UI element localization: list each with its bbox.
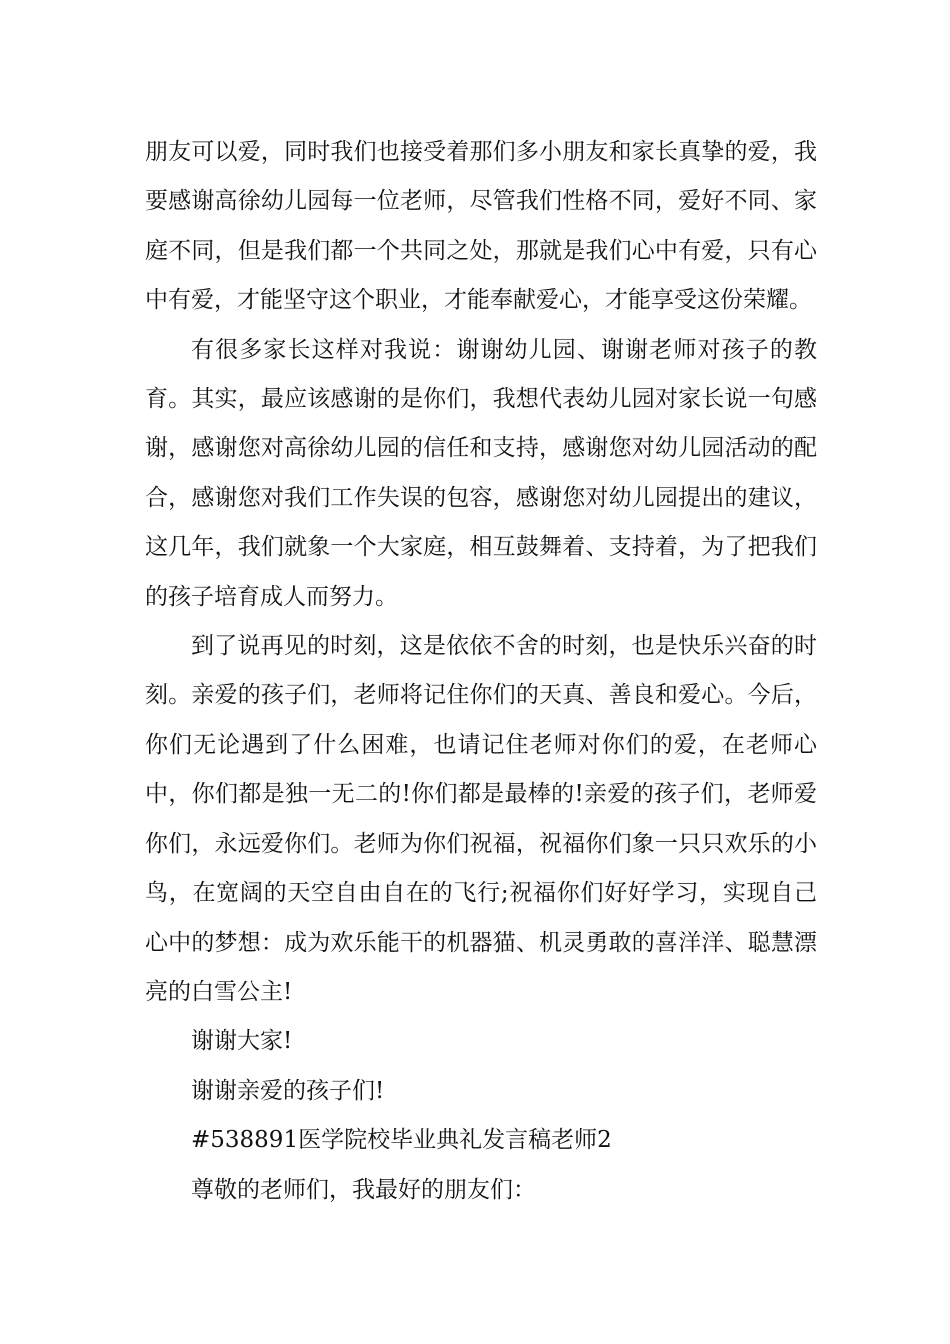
paragraph-farewell: 到了说再见的时刻，这是依依不舍的时刻，也是快乐兴奋的时刻。亲爱的孩子们，老师将记住你们的天真、善良和爱心。今后，你们无论遇到了什么困难，也请记住老师对你们的爱，在老师心中，你们都是独一无二的!你们都是最棒的!亲爱的孩子们，老师爱你们，永远爱你们。老师为你们祝福，祝福你们象一只只欢乐的小鸟，在宽阔的天空自由自在的飞行;祝福你们好好学习，实现自己心中的梦想：成为欢乐能干的机器猫、机灵勇敢的喜洋洋、聪慧漂亮的白雪公主! xyxy=(145,633,817,1005)
paragraph-thanks-all: 谢谢大家! xyxy=(191,1028,293,1055)
document-body xyxy=(145,128,817,1215)
paragraph-salutation: 尊敬的老师们，我最好的朋友们： xyxy=(191,1176,536,1203)
paragraph-thanks-children: 谢谢亲爱的孩子们! xyxy=(191,1077,385,1104)
paragraph-continuation: 朋友可以爱，同时我们也接受着那们多小朋友和家长真挚的爱，我要感谢高徐幼儿园每一位老师，尽管我们性格不同，爱好不同、家庭不同，但是我们都一个共同之处，那就是我们心中有爱，只有心中有爱，才能坚守这个职业，才能奉献爱心，才能享受这份荣耀。 xyxy=(145,139,817,314)
paragraph-parents-thanks: 有很多家长这样对我说：谢谢幼儿园、谢谢老师对孩子的教育。其实，最应该感谢的是你们，我想代表幼儿园对家长说一句感谢，感谢您对高徐幼儿园的信任和支持，感谢您对幼儿园活动的配合，感谢您对我们工作失误的包容，感谢您对幼儿园提出的建议，这几年，我们就象一个大家庭，相互鼓舞着、支持着，为了把我们的孩子培育成人而努力。 xyxy=(145,336,817,610)
section-heading: #538891医学院校毕业典礼发言稿老师2 xyxy=(191,1127,612,1154)
